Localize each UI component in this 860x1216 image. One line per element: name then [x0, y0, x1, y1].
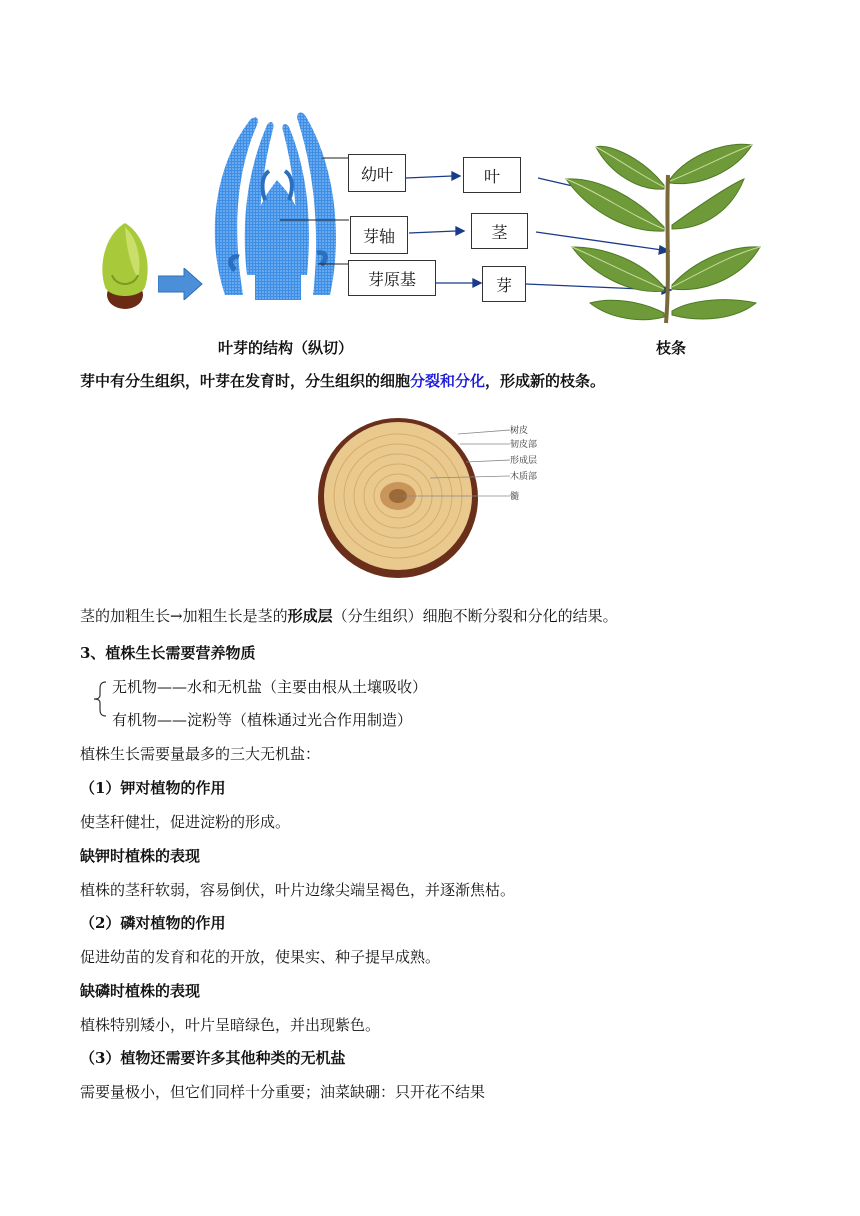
- label-cambium: 形成层: [510, 456, 538, 466]
- thickening-sentence: [80, 605, 618, 626]
- potassium-heading: （1）钾对植物的作用: [80, 779, 226, 797]
- sentence-part: ，形成新的枝条。: [485, 372, 606, 390]
- phosphorus-deficiency-heading: 缺磷时植株的表现: [80, 982, 201, 1000]
- highlight-divide-differentiate: 分裂和分化: [410, 372, 486, 390]
- three-salts-intro: 植株生长需要量最多的三大无机盐：: [80, 745, 321, 763]
- stem-cross-section: [310, 412, 550, 584]
- potassium-deficiency-text: 植株的茎秆软弱，容易倒伏，叶片边缘尖端呈褐色，并逐渐焦枯。: [80, 881, 516, 899]
- section-3-heading: 3、植株生长需要营养物质: [80, 644, 256, 662]
- other-salts-text: 需要量极小，但它们同样十分重要；油菜缺硼：只开花不结果: [80, 1083, 486, 1101]
- label-bud-primordium: 芽原基: [348, 260, 436, 296]
- label-young-leaf: 幼叶: [348, 154, 406, 192]
- thickening-text: 加粗生长是茎的: [182, 607, 288, 625]
- label-stem: 茎: [471, 213, 528, 249]
- organic-item: 有机物——淀粉等（植株通过光合作用制造）: [112, 711, 413, 729]
- label-leaf: 叶: [463, 157, 521, 193]
- sentence-part: 芽中有分生组织，叶芽在发育时，分生组织的细胞: [80, 372, 411, 390]
- label-bud: 芽: [482, 266, 526, 302]
- caption-bud-structure: 叶芽的结构（纵切）: [218, 339, 354, 357]
- inorganic-item: 无机物——水和无机盐（主要由根从土壤吸收）: [112, 678, 428, 696]
- label-bark: 树皮: [510, 426, 529, 436]
- brace-icon: [90, 678, 110, 720]
- phosphorus-text: 促进幼苗的发育和花的开放，使果实、种子提早成熟。: [80, 948, 441, 966]
- label-bud-axis: 芽轴: [350, 216, 408, 254]
- cambium-highlight: 形成层: [287, 607, 333, 625]
- caption-branch: 枝条: [656, 339, 687, 357]
- arrow-icon: →: [170, 607, 183, 625]
- other-salts-heading: （3）植物还需要许多其他种类的无机盐: [80, 1049, 346, 1067]
- thickening-text: 茎的加粗生长: [80, 607, 171, 625]
- thickening-text: （分生组织）细胞不断分裂和分化的结果。: [332, 607, 618, 625]
- label-xylem: 木质部: [510, 472, 538, 482]
- phosphorus-heading: （2）磷对植物的作用: [80, 914, 226, 932]
- branch-illustration: [560, 135, 770, 325]
- label-pith: 髓: [510, 492, 520, 502]
- potassium-text: 使茎秆健壮，促进淀粉的形成。: [80, 813, 291, 831]
- label-phloem: 韧皮部: [510, 440, 538, 450]
- bud-development-sentence: [80, 370, 605, 391]
- phosphorus-deficiency-text: 植株特别矮小，叶片呈暗绿色，并出现紫色。: [80, 1016, 381, 1034]
- potassium-deficiency-heading: 缺钾时植株的表现: [80, 847, 201, 865]
